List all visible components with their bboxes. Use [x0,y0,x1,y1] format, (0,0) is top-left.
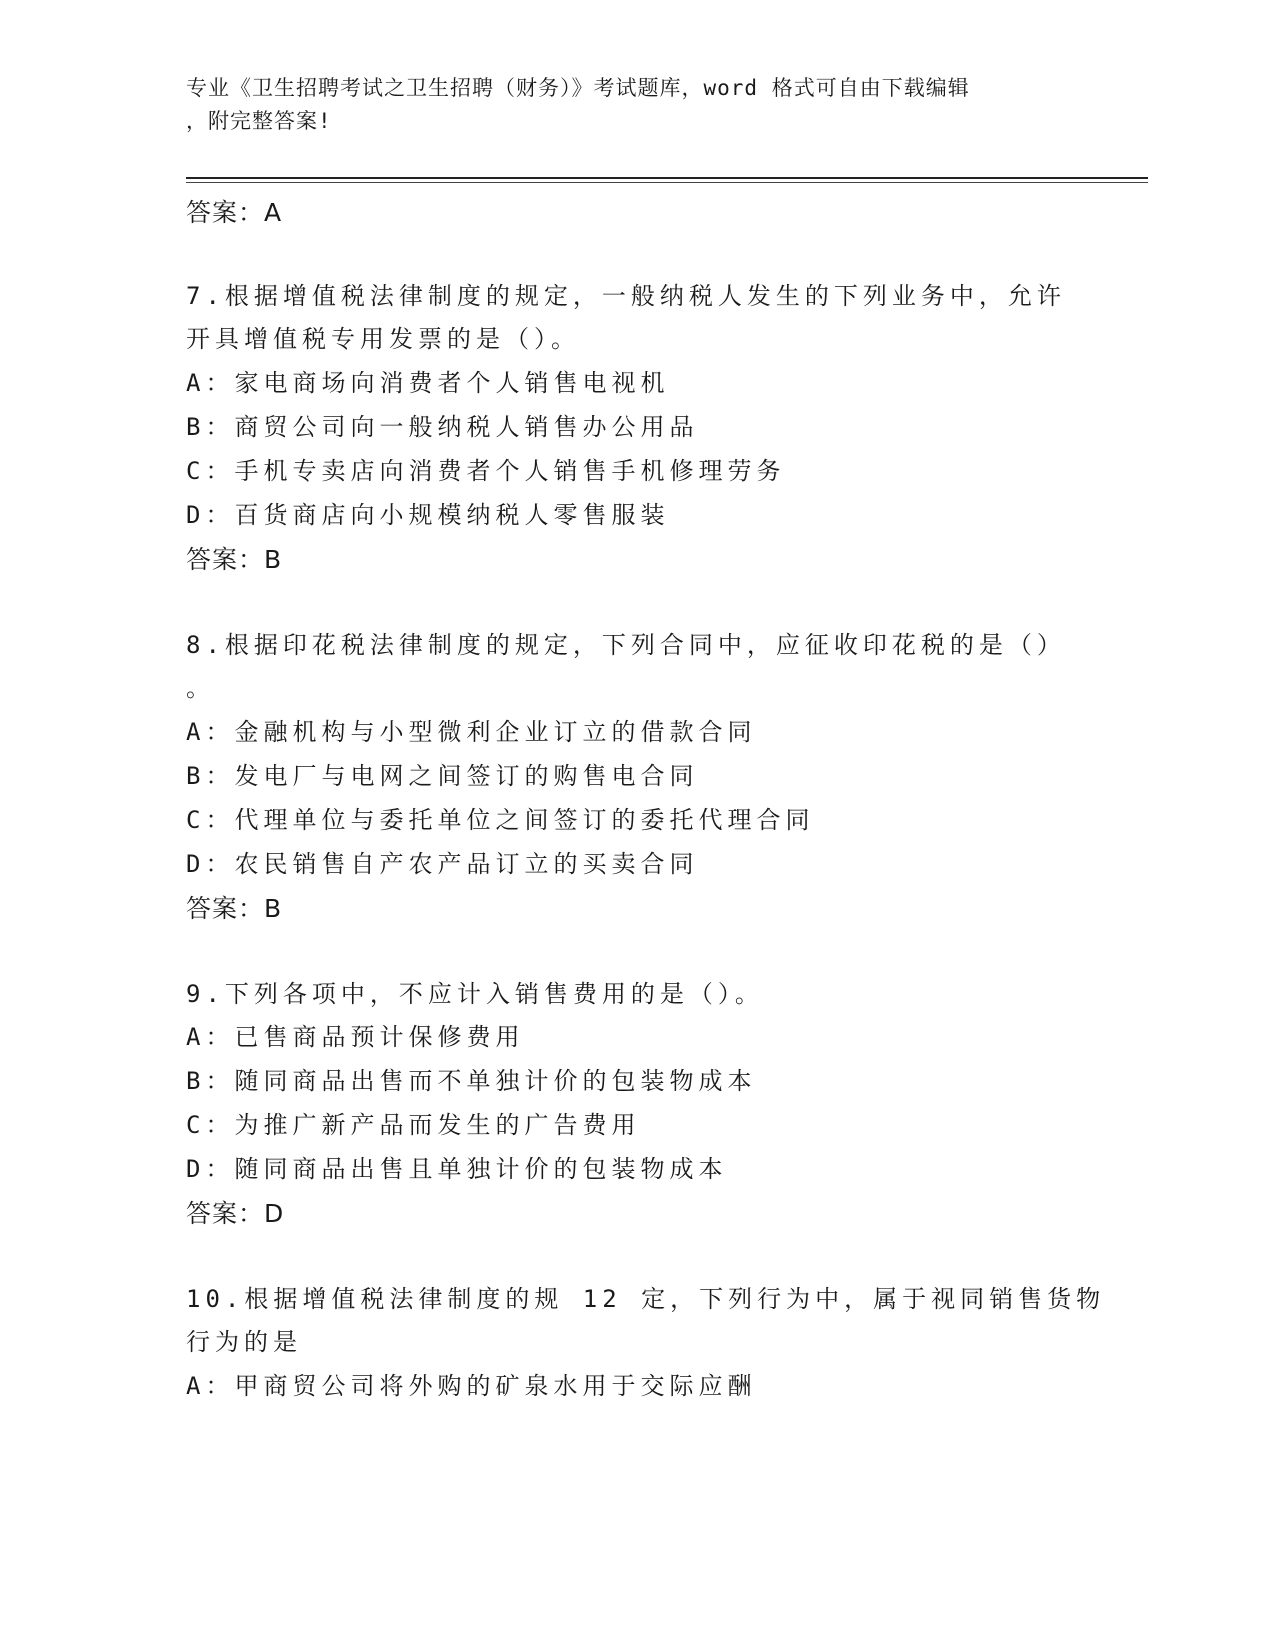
question-7-option-d: D：百货商店向小规模纳税人零售服装 [186,501,670,529]
question-7-option-b: B：商贸公司向一般纳税人销售办公用品 [186,413,699,441]
question-8-option-b: B：发电厂与电网之间签订的购售电合同 [186,762,699,790]
header-line-2: ，附完整答案! [186,109,332,133]
question-7-answer: 答案：B [186,545,283,574]
question-9-option-c: C：为推广新产品而发生的广告费用 [186,1111,641,1139]
question-9-answer: 答案：D [186,1199,285,1228]
header-divider-thin [186,182,1148,183]
question-10-stem-line-1: 10.根据增值税法律制度的规 12 定，下列行为中，属于视同销售货物 [186,1285,1106,1313]
question-8-answer: 答案：B [186,894,283,923]
header-line-1: 专业《卫生招聘考试之卫生招聘（财务）》考试题库，word 格式可自由下载编辑 [186,76,970,100]
question-7-option-a: A：家电商场向消费者个人销售电视机 [186,369,670,397]
question-8-option-d: D：农民销售自产农产品订立的买卖合同 [186,850,699,878]
question-8-option-a: A：金融机构与小型微利企业订立的借款合同 [186,718,757,746]
answer-previous-question: 答案：A [186,198,283,227]
question-10-stem-line-2: 行为的是 [186,1328,302,1356]
question-8-stem-line-1: 8.根据印花税法律制度的规定，下列合同中，应征收印花税的是（） [186,631,1066,659]
document-header [186,72,1066,138]
question-8-stem-line-2: 。 [186,674,215,702]
question-9-stem-line-1: 9.下列各项中，不应计入销售费用的是（）。 [186,980,764,1008]
question-9-option-b: B：随同商品出售而不单独计价的包装物成本 [186,1067,757,1095]
question-9-option-d: D：随同商品出售且单独计价的包装物成本 [186,1155,728,1183]
question-10-option-a: A：甲商贸公司将外购的矿泉水用于交际应酬 [186,1372,757,1400]
question-9-option-a: A：已售商品预计保修费用 [186,1023,525,1051]
question-7-stem-line-1: 7.根据增值税法律制度的规定，一般纳税人发生的下列业务中，允许 [186,282,1066,310]
question-7-option-c: C：手机专卖店向消费者个人销售手机修理劳务 [186,457,786,485]
question-7-stem-line-2: 开具增值税专用发票的是（）。 [186,325,580,353]
header-divider-thick [186,177,1148,179]
question-8-option-c: C：代理单位与委托单位之间签订的委托代理合同 [186,806,815,834]
